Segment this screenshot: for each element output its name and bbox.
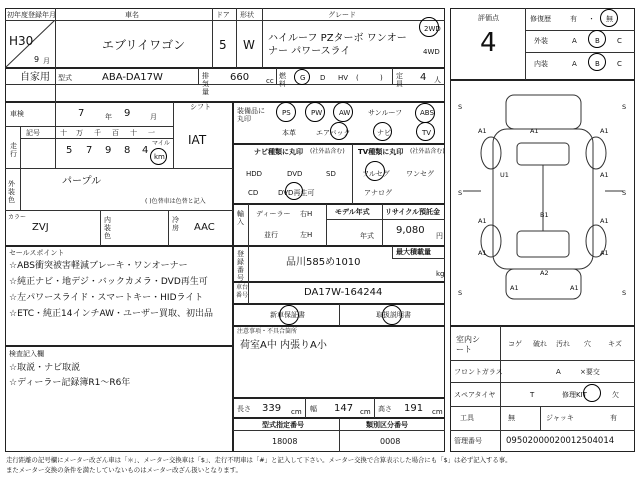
damage-mark: U1 [500,171,509,179]
mileage-unit-mile: マイル [152,140,170,147]
exterior-label: 外装色 [8,180,15,204]
report-text: 荷室A中 内張りA小 [240,340,327,351]
maxload-label: 最大積載量 [396,248,431,256]
windshield-label: フロントガラス [454,368,503,376]
disp-label: 排気量 [202,72,209,96]
interior-grade-label: 内装 [534,60,548,68]
inspection-year: 7 [78,108,85,119]
door-label: ドア [216,11,230,19]
mileage-unit-km: km [154,153,165,161]
door-value: 5 [219,38,227,52]
recycle-unit: 円 [436,232,443,240]
tv-fullseg: フルセグ [362,170,390,178]
cooler-value: AAC [194,222,215,233]
damage-diagram [450,80,635,326]
equip-sunroof: サンルーフ [368,109,403,117]
recycle-label: リサイクル預託金 [385,208,441,216]
recycle-value: 9,080 [396,225,425,236]
tv-analog: アナログ [364,189,392,197]
mileage-label: 走行 [10,142,17,158]
category-label: 類別区分番号 [366,421,408,429]
equip-aw: AW [339,109,351,117]
capacity-label: 定員 [396,72,403,88]
navi-hdd: HDD [246,170,263,178]
mileage-digit: 4 [142,145,149,156]
height-label: 高さ [378,405,392,413]
repair-label: 修復歴 [530,15,551,23]
inspection-year-unit: 年 [105,113,112,121]
maintenance-line: ☆ディーラー記録簿R1〜R6年 [9,378,131,388]
drive-4wd: 4WD [423,48,440,56]
tv-label: TV種類に丸印 [358,148,404,156]
type-designation-label: 型式指定番号 [262,421,304,429]
fuel-paren-close: ) [380,74,383,82]
damage-mark: A1 [570,284,579,292]
first-reg-year: H30 [9,34,34,48]
use-value: 自家用 [20,72,50,83]
damage-mark: A1 [600,171,609,179]
equip-leather: 本革 [282,129,296,137]
maxload-unit: kg [436,270,445,278]
car-name-value: エブリイワゴン [102,38,186,52]
sales-point-line: ☆ABS衝突被害軽減ブレーキ・ワンオーナー [9,261,188,271]
car-name-label: 車名 [125,11,139,19]
first-reg-label: 初年度登録年月 [7,11,56,19]
chassis-label: 車台番号 [236,284,249,299]
equipment-label: 装備品に丸印 [237,107,265,123]
width-label: 幅 [310,405,317,413]
sales-point-line: ☆純正ナビ・地デジ・バックカメラ・DVD再生可 [9,277,208,287]
mileage-digit: 5 [66,145,73,156]
sales-point-label: セールスポイント [9,249,65,257]
mgmt-value: 09502000020012504014 [506,436,615,446]
equip-tv: TV [422,129,432,137]
equip-pw: PW [311,109,323,117]
chassis-value: DA17W-164244 [304,287,383,298]
grade-value: ハイルーフ PZターボ ワンオーナー パワースライ [268,33,407,57]
report-label: 注意事項・不具合箇所 [237,328,298,335]
color-code-value: ZVJ [32,222,49,233]
navi-label: ナビ種類に丸印 [254,148,303,156]
jack-value: 有 [610,414,617,422]
damage-mark: A2 [540,269,549,277]
type-label: 型式 [58,74,72,82]
fuel-label: 燃料 [279,72,286,88]
first-reg-month-unit: 月 [43,57,50,65]
tv-sub: (社外品含む) [410,148,445,155]
color-code-label: カラー [8,214,27,221]
shape-label: 形状 [240,11,254,19]
equip-navi: ナビ [377,129,391,137]
displacement-value: 660 [230,72,250,83]
score-value: 4 [480,28,497,58]
import-left: 左H [300,231,313,239]
warranty-doc: 新車保証書 [270,311,305,319]
tools-value: 無 [508,414,515,422]
import-dealer: ディーラー [256,210,291,218]
navi-sd: SD [326,170,336,178]
inspection-month-unit: 月 [150,113,157,121]
damage-mark: A1 [478,249,487,257]
import-right: 右H [300,210,313,218]
navi-dvd: DVD [287,170,303,178]
exterior-color-value: パープル [62,176,102,187]
damage-mark: A1 [510,284,519,292]
length-label: 長さ [237,405,251,413]
first-reg-month: 9 [34,55,40,64]
maintenance-line: ☆取説・ナビ取説 [9,363,81,373]
repair-yes: 有 [570,15,577,23]
reg-label: 登録番号 [237,250,244,282]
footer-note-2: またメーター交換の条件を満たしていないものはメーター改ざん扱いとなります。 [6,466,242,474]
tools-label: 工具 [460,414,474,422]
mileage-digit: 7 [86,145,93,156]
damage-mark: A1 [478,217,487,225]
import-parallel: 並行 [264,231,278,239]
inspection-label: 車検 [10,110,24,118]
inspection-month: 9 [124,108,131,119]
equip-abs: ABS [420,109,434,117]
navi-cd: CD [248,189,259,197]
spare-tire-label: スペアタイヤ [454,391,496,399]
damage-mark: B1 [540,211,549,219]
sales-point-line: ☆左パワースライド・スマートキー・HIDライト [9,293,204,303]
navi-dvd-play: DVD再生可 [278,189,315,197]
equip-airbag: エアバック [316,129,351,137]
model-year-label: モデル年式 [335,208,370,216]
jack-label: ジャッキ [546,414,574,422]
fuel-d: D [320,74,326,82]
equip-ps: PS [282,109,291,117]
shape-value: W [243,38,255,52]
fuel-hv: HV [338,74,349,82]
model-year-unit: 年式 [360,232,374,240]
manual-doc: 取扱説明書 [376,311,411,319]
sales-point-line: ☆ETC・純正14インチAW・ユーザー買取、初出品 [9,309,214,319]
shift-value: IAT [188,133,207,147]
interior-seat-label: 室内シート [456,335,480,354]
length-value: 339 [262,403,282,414]
drive-2wd: 2WD [424,25,441,33]
shift-label: シフト [190,103,211,111]
damage-mark: A1 [600,127,609,135]
car-outline-diagram [451,81,634,325]
navi-sub: (社外品含む) [310,148,345,155]
cooler-label: 冷房 [172,216,179,232]
capacity-value: 4 [420,72,427,83]
type-designation-value: 18008 [272,437,298,446]
fuel-g: G [300,74,306,82]
mileage-digit: 9 [105,145,112,156]
cc-unit: cc [266,77,274,85]
drive-circle [419,17,439,37]
type-value: ABA-DA17W [102,72,163,83]
reg-value: 品川585め1010 [286,257,361,268]
fuel-circle [294,69,310,85]
exterior-note: ( )色替車は色替と記入 [145,198,206,205]
mgmt-label: 管理番号 [454,437,482,445]
score-label: 評価点 [478,14,499,22]
tv-oneseg: ワンセグ [406,170,434,178]
capacity-unit: 人 [434,76,441,84]
damage-mark: A1 [530,127,539,135]
mileage-symbol-label: 記号 [26,129,40,137]
damage-mark: A1 [478,127,487,135]
category-value: 0008 [380,437,401,446]
repair-no: 無 [606,15,613,23]
footer-note-1: 走行距離の記号欄にメーター改ざん車は「＊」、メーター交換車は「$」、走行不明車は「#」と記入して下さい。メーター交換で合算表示した場合にも「$」は必ず記入する事。 [6,456,512,464]
import-label: 輸入 [237,210,244,226]
damage-mark: A1 [600,217,609,225]
exterior-grade-label: 外装 [534,37,548,45]
km-circle [150,148,167,165]
fuel-paren-open: ( [356,74,359,82]
mileage-digit: 8 [124,145,131,156]
grade-label: グレード [328,11,356,19]
width-value: 147 [334,403,354,414]
interior-color-label: 内装色 [104,216,111,240]
height-value: 191 [404,403,424,414]
damage-mark: A1 [600,249,609,257]
maintenance-label: 検査記入欄 [9,350,44,358]
